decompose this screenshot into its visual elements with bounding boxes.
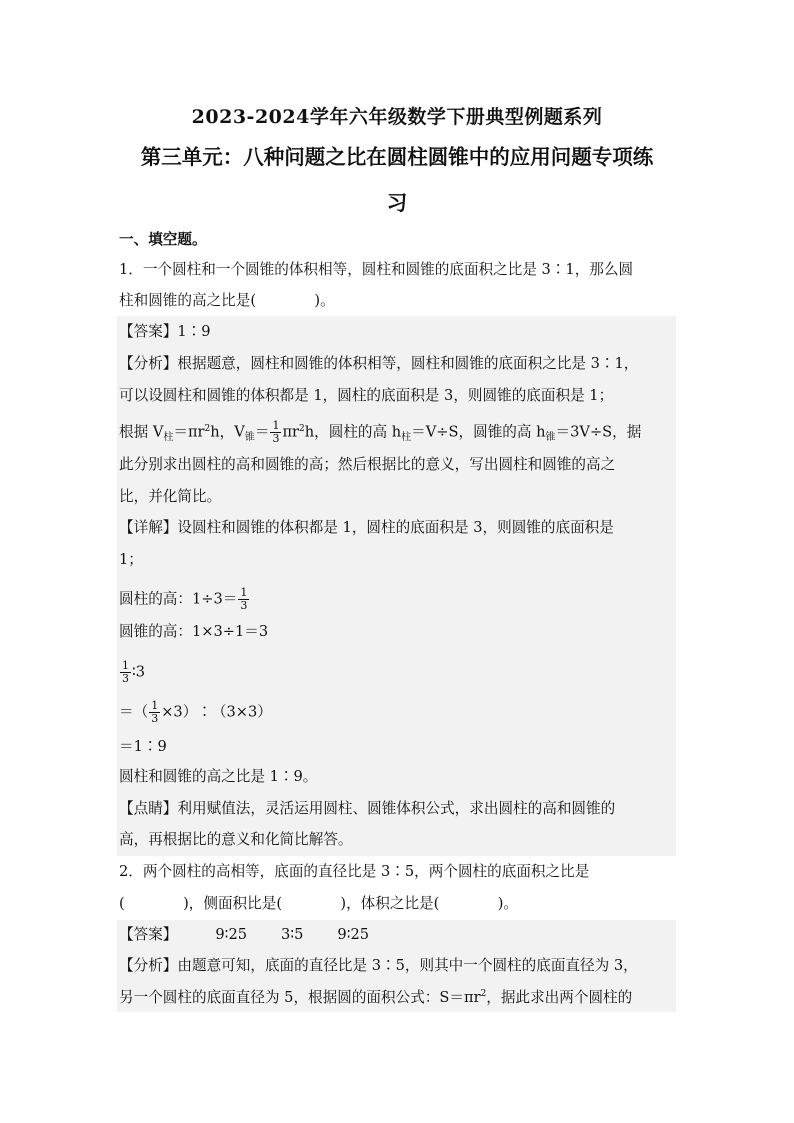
q1-analysis-line3: 根据 $V_柱=\pi r^2h$，$V_锥=$ $\frac{1}{3}$ $\pi r^2h$，圆柱的高 $h_柱=V\div S$，圆锥的高 $h_锥=3V\div S$，据 [119, 419, 642, 445]
q1-calc-cone-height: 圆锥的高：1×3÷1＝3 [119, 623, 269, 640]
q1-analysis-line4: 此分别求出圆柱的高和圆锥的高；然后根据比的意义，写出圆柱和圆锥的高之 [119, 456, 616, 473]
q1-text-line1: 1．一个圆柱和一个圆锥的体积相等，圆柱和圆锥的底面积之比是 3∶1，那么圆 [119, 261, 634, 278]
fraction-one-third: $\frac{1}{3}$ [122, 659, 129, 685]
unit-title: 第三单元：八种问题之比在圆柱圆锥中的应用问题专项练 [140, 145, 654, 169]
q1-analysis-line2: 可以设圆柱和圆锥的体积都是 1，圆柱的底面积是 3，则圆锥的底面积是 1； [119, 387, 614, 404]
q1-detail-line2: 1； [119, 551, 143, 568]
q1-calc-ratio: $\frac{1}{3}$ ∶3 [122, 659, 146, 685]
q2-analysis-line1: 【分析】由题意可知，底面的直径比是 3∶5，则其中一个圆柱的底面直径为 3， [119, 957, 638, 974]
q1-answer: 【答案】1∶9 [119, 323, 211, 340]
section-heading: 一、填空题。 [119, 231, 207, 248]
q2-answer: 【答案】 9∶25 3∶5 9∶25 [119, 926, 370, 943]
q1-text-line2: 柱和圆锥的高之比是( )。 [119, 292, 335, 309]
q2-analysis-line2: 另一个圆柱的底面直径为 5，根据圆的面积公式：$S=\pi r^2$，据此求出两个圆柱的 [119, 989, 633, 1006]
fraction-one-third: $\frac{1}{3}$ [240, 586, 248, 612]
q1-conclusion: 圆柱和圆锥的高之比是 1∶9。 [119, 768, 318, 785]
q2-text-line2: ( )，侧面积比是( )，体积之比是( )。 [119, 895, 519, 912]
q1-point-line2: 高，再根据比的意义和化简比解答。 [119, 831, 353, 848]
unit-title-continued: 习 [386, 191, 408, 215]
fraction-one-third: $\frac{1}{3}$ [151, 699, 159, 725]
series-title: 2023-2024学年六年级数学下册典型例题系列 [191, 106, 603, 128]
q2-text-line1: 2．两个圆柱的高相等，底面的直径比是 3∶5，两个圆柱的底面积之比是 [119, 863, 590, 880]
q1-detail-line1: 【详解】设圆柱和圆锥的体积都是 1，圆柱的底面积是 3，则圆锥的底面积是 [119, 519, 614, 536]
q1-calc-result: ＝1∶9 [119, 738, 167, 755]
q1-analysis-line1: 【分析】根据题意，圆柱和圆锥的体积相等，圆柱和圆锥的底面积之比是 3∶1， [119, 355, 639, 372]
q1-point-line1: 【点睛】利用赋值法，灵活运用圆柱、圆锥体积公式，求出圆柱的高和圆锥的 [119, 800, 616, 817]
q1-calc-cylinder-height: 圆柱的高：1÷3＝ $\frac{1}{3}$ [119, 586, 248, 612]
q1-calc-ratio-step: ＝（ $\frac{1}{3}$ ×3）∶（3×3） [119, 699, 272, 725]
q1-analysis-line5: 比，并化简比。 [119, 488, 222, 505]
fraction-one-third: $\frac{1}{3}$ [272, 419, 280, 445]
